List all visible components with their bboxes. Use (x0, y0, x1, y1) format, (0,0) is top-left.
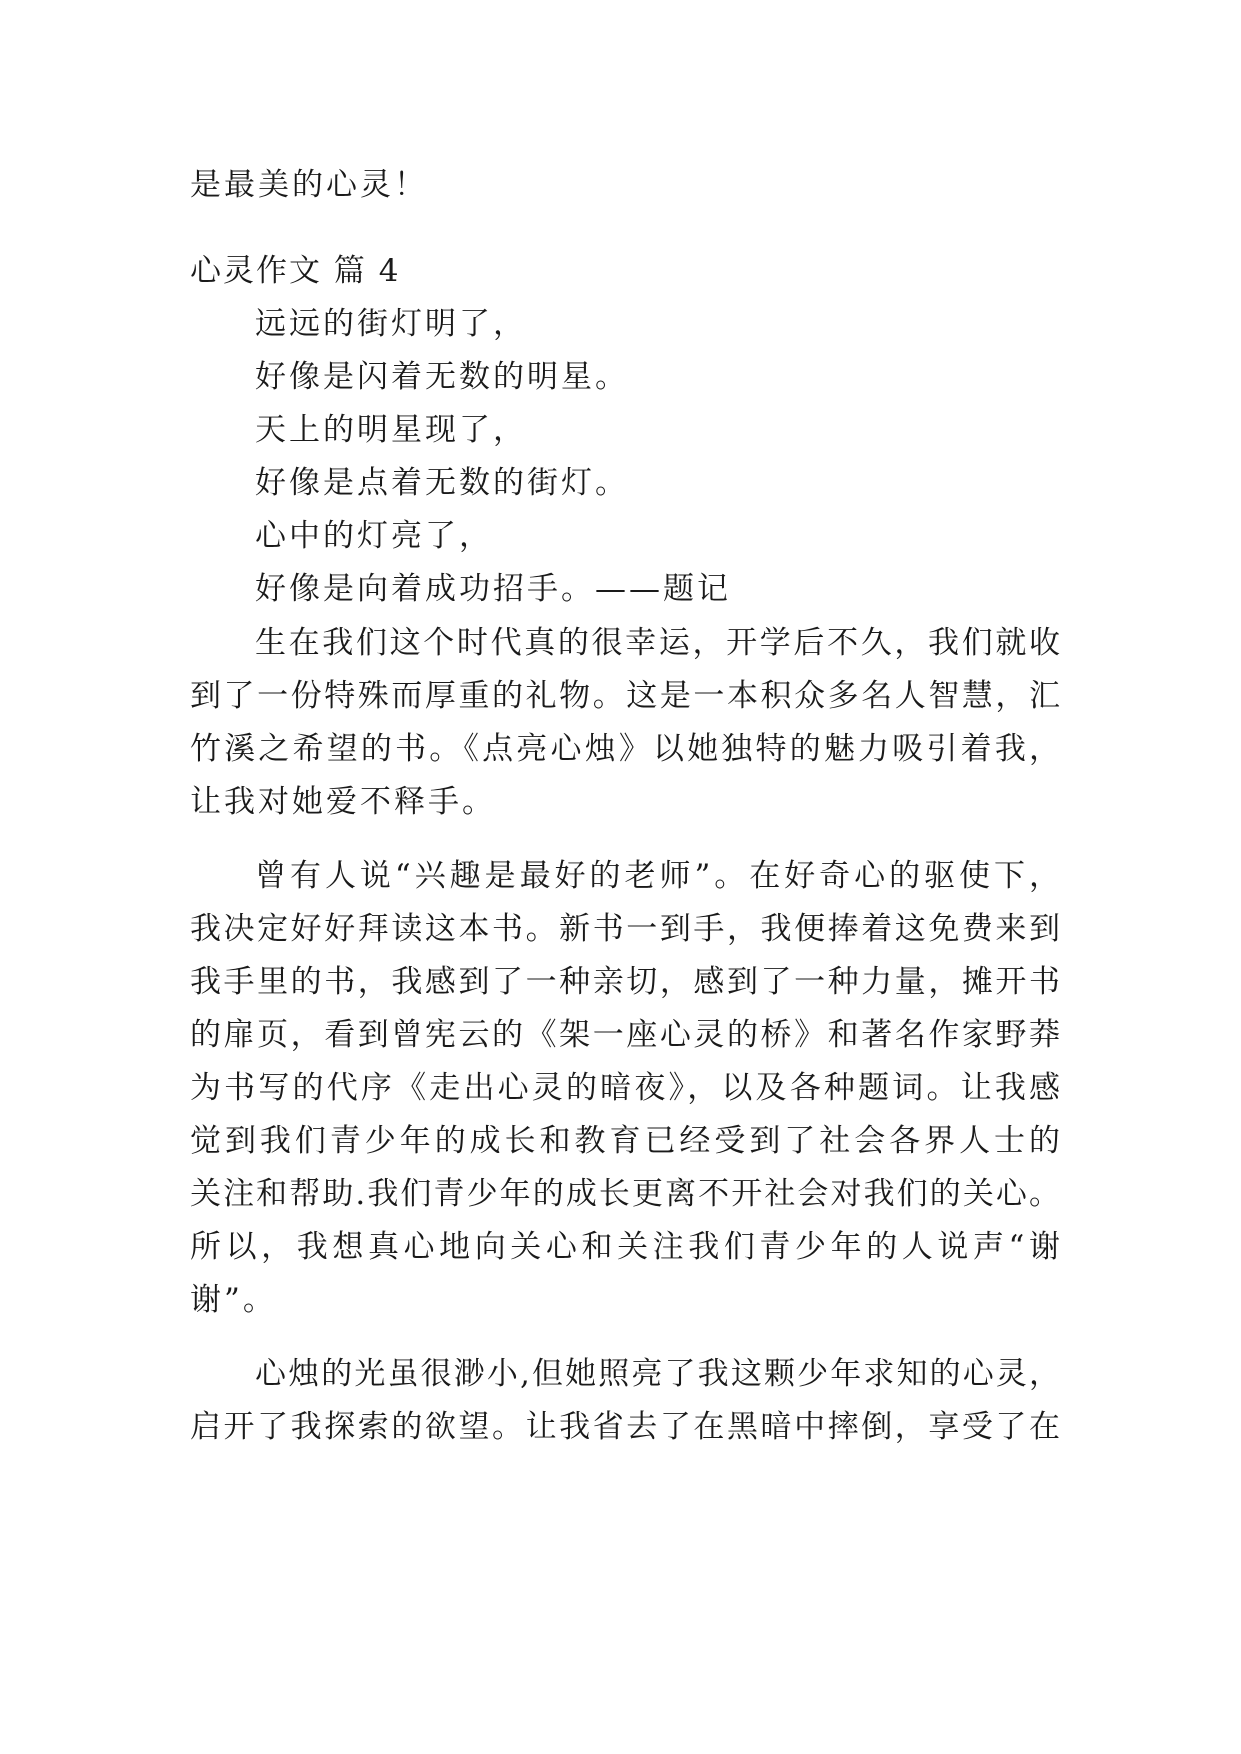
poem-line-1: 远远的街灯明了， (255, 306, 527, 342)
poem-line-4: 好像是点着无数的街灯。 (255, 465, 629, 501)
paragraph-2-line-9: 谢”。 (190, 1282, 277, 1318)
poem-line-3: 天上的明星现了， (255, 412, 527, 448)
paragraph-1-line-4: 让我对她爱不释手。 (190, 784, 496, 820)
poem-line-6: 好像是向着成功招手。——题记 (255, 571, 731, 607)
paragraph-2-line-4: 的扉页，看到曾宪云的《架一座心灵的桥》和著名作家野莽 (190, 1017, 1060, 1053)
paragraph-3-line-2: 启开了我探索的欲望。让我省去了在黑暗中摔倒，享受了在 (190, 1409, 1060, 1445)
paragraph-1-line-2: 到了一份特殊而厚重的礼物。这是一本积众多名人智慧，汇 (190, 678, 1060, 714)
paragraph-3-line-1: 心烛的光虽很渺小,但她照亮了我这颗少年求知的心灵， (255, 1356, 1060, 1392)
paragraph-1-line-1: 生在我们这个时代真的很幸运，开学后不久，我们就收 (255, 625, 1060, 661)
poem-line-2: 好像是闪着无数的明星。 (255, 359, 629, 395)
section-title: 心灵作文 篇 4 (190, 253, 401, 289)
poem-line-5: 心中的灯亮了， (255, 518, 493, 554)
paragraph-2-line-6: 觉到我们青少年的成长和教育已经受到了社会各界人士的 (190, 1123, 1060, 1159)
paragraph-2-line-1: 曾有人说“兴趣是最好的老师”。在好奇心的驱使下， (255, 858, 1060, 894)
paragraph-2-line-8: 所以，我想真心地向关心和关注我们青少年的人说声“谢 (190, 1229, 1060, 1265)
paragraph-1-line-3: 竹溪之希望的书。《点亮心烛》以她独特的魅力吸引着我， (190, 731, 1060, 767)
paragraph-2-line-3: 我手里的书，我感到了一种亲切，感到了一种力量，摊开书 (190, 964, 1060, 1000)
paragraph-2-line-5: 为书写的代序《走出心灵的暗夜》，以及各种题词。让我感 (190, 1070, 1060, 1106)
text-line-closing: 是最美的心灵！ (190, 167, 428, 203)
paragraph-2-line-7: 关注和帮助.我们青少年的成长更离不开社会对我们的关心。 (190, 1176, 1060, 1212)
paragraph-2-line-2: 我决定好好拜读这本书。新书一到手，我便捧着这免费来到 (190, 911, 1060, 947)
